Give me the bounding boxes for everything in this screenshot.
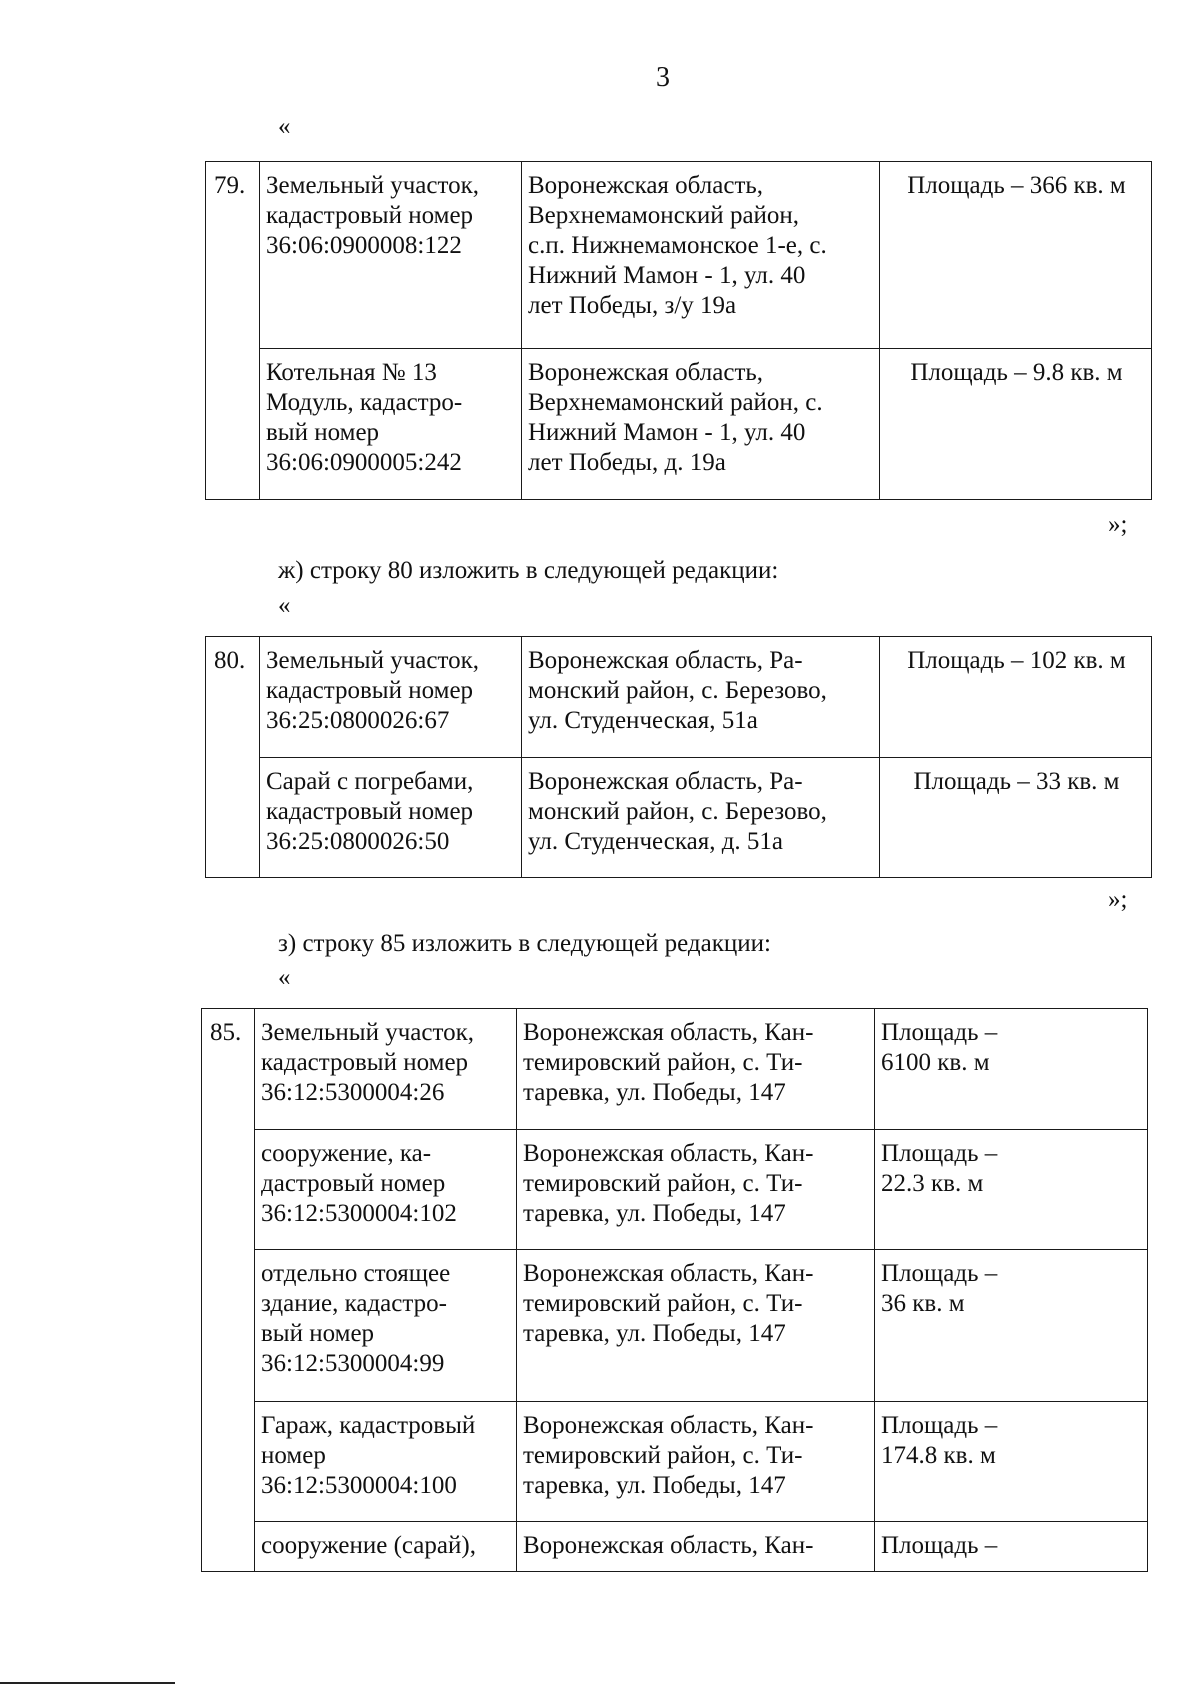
area-cell: Площадь – <box>875 1522 1148 1572</box>
area-cell: Площадь – 22.3 кв. м <box>875 1130 1148 1250</box>
area-cell: Площадь – 36 кв. м <box>875 1250 1148 1402</box>
area-cell: Площадь – 102 кв. м <box>880 637 1152 758</box>
instruction-line: з) строку 85 изложить в следующей редакции: <box>278 930 771 957</box>
table-row <box>206 758 1152 878</box>
scan-edge-mark <box>0 1682 175 1684</box>
table-row-80 <box>205 636 1152 878</box>
table-row-85 <box>201 1008 1148 1572</box>
object-cell: Котельная № 13 Модуль, кадастро- вый номер 36:06:0900005:242 <box>260 349 522 500</box>
table-row <box>206 637 1152 758</box>
area-cell: Площадь – 33 кв. м <box>880 758 1152 878</box>
address-cell: Воронежская область, Кан- темировский район, с. Ти- таревка, ул. Победы, 147 <box>517 1130 875 1250</box>
close-quote: »; <box>1108 511 1128 538</box>
table-row <box>202 1009 1148 1130</box>
object-cell: сооружение (сарай), <box>255 1522 517 1572</box>
address-cell: Воронежская область, Кан- темировский район, с. Ти- таревка, ул. Победы, 147 <box>517 1402 875 1522</box>
area-cell: Площадь – 174.8 кв. м <box>875 1402 1148 1522</box>
instruction-line: ж) строку 80 изложить в следующей редакции: <box>278 557 779 584</box>
open-quote: « <box>278 964 291 991</box>
page-number: 3 <box>656 62 670 93</box>
area-cell: Площадь – 9.8 кв. м <box>880 349 1152 500</box>
open-quote: « <box>278 592 291 619</box>
address-cell: Воронежская область, Ра- монский район, с. Березово, ул. Студенческая, 51а <box>522 637 880 758</box>
object-cell: Земельный участок, кадастровый номер 36:25:0800026:67 <box>260 637 522 758</box>
area-cell: Площадь – 366 кв. м <box>880 162 1152 349</box>
table-row <box>202 1402 1148 1522</box>
address-cell: Воронежская область, Верхнемамонский район, с.п. Нижнемамонское 1-е, с. Нижний Мамон - 1, ул. 40 лет Победы, з/у 19а <box>522 162 880 349</box>
close-quote: »; <box>1108 886 1128 913</box>
row-number: 79. <box>206 162 260 500</box>
object-cell: Гараж, кадастровый номер 36:12:5300004:100 <box>255 1402 517 1522</box>
table-row <box>202 1130 1148 1250</box>
table-row <box>202 1522 1148 1572</box>
object-cell: сооружение, ка- дастровый номер 36:12:5300004:102 <box>255 1130 517 1250</box>
object-cell: отдельно стоящее здание, кадастро- вый номер 36:12:5300004:99 <box>255 1250 517 1402</box>
object-cell: Сарай с погребами, кадастровый номер 36:25:0800026:50 <box>260 758 522 878</box>
address-cell: Воронежская область, Ра- монский район, с. Березово, ул. Студенческая, д. 51а <box>522 758 880 878</box>
address-cell: Воронежская область, Кан- <box>517 1522 875 1572</box>
table-row <box>202 1250 1148 1402</box>
object-cell: Земельный участок, кадастровый номер 36:12:5300004:26 <box>255 1009 517 1130</box>
row-number: 85. <box>202 1009 255 1572</box>
table-row <box>206 349 1152 500</box>
row-number: 80. <box>206 637 260 878</box>
table-row <box>206 162 1152 349</box>
address-cell: Воронежская область, Кан- темировский район, с. Ти- таревка, ул. Победы, 147 <box>517 1250 875 1402</box>
address-cell: Воронежская область, Верхнемамонский район, с. Нижний Мамон - 1, ул. 40 лет Победы, д. 19а <box>522 349 880 500</box>
open-quote: « <box>278 113 291 140</box>
address-cell: Воронежская область, Кан- темировский район, с. Ти- таревка, ул. Победы, 147 <box>517 1009 875 1130</box>
table-row-79 <box>205 161 1152 500</box>
object-cell: Земельный участок, кадастровый номер 36:06:0900008:122 <box>260 162 522 349</box>
area-cell: Площадь – 6100 кв. м <box>875 1009 1148 1130</box>
